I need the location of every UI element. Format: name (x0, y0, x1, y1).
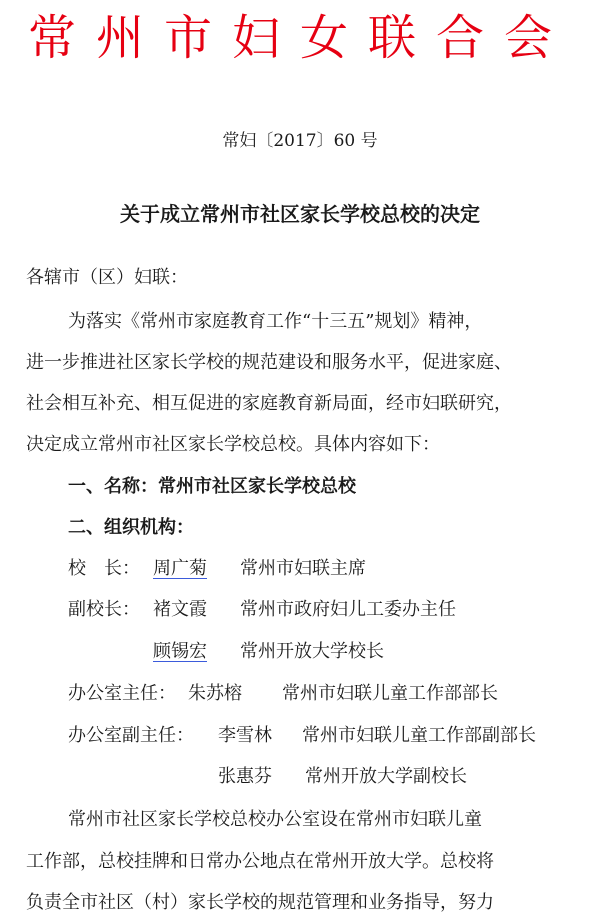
paragraph-line: 社会相互补充、相互促进的家庭教育新局面，经市妇联研究， (26, 393, 512, 414)
org-title: 常州市妇女联合会 (27, 10, 572, 66)
paragraph-line: 进一步推进社区家长学校的规范建设和服务水平，促进家庭、 (26, 352, 512, 373)
office-deputy-title: 常州开放大学副校长 (305, 766, 467, 787)
office-director-label: 办公室主任： (68, 683, 176, 704)
principal-label: 校 长： (68, 558, 140, 579)
document-number: 常妇〔2017〕60 号 (222, 131, 378, 151)
section-name: 一、名称：常州市社区家长学校总校 (68, 476, 356, 497)
principal-title: 常州市妇联主席 (240, 558, 366, 579)
office-deputy-name: 张惠芬 (218, 766, 272, 787)
vice-principal-name: 顾锡宏 (153, 641, 207, 662)
vice-principal-title: 常州市政府妇儿工委办主任 (240, 599, 456, 620)
paragraph-line: 负责全市社区（村）家长学校的规范管理和业务指导，努力 (26, 892, 494, 913)
paragraph-line: 常州市社区家长学校总校办公室设在常州市妇联儿童 (68, 809, 482, 830)
vice-principal-title: 常州开放大学校长 (240, 641, 384, 662)
vice-principal-label: 副校长： (68, 599, 140, 620)
vice-principal-name: 褚文霞 (153, 599, 207, 620)
paragraph-line: 为落实《常州市家庭教育工作“十三五”规划》精神， (68, 311, 483, 332)
section-organization: 二、组织机构： (68, 517, 194, 538)
office-deputy-name: 李雪林 (218, 725, 272, 746)
document-title: 关于成立常州市社区家长学校总校的决定 (120, 202, 480, 226)
office-director-title: 常州市妇联儿童工作部部长 (282, 683, 498, 704)
office-deputy-title: 常州市妇联儿童工作部副部长 (302, 725, 536, 746)
salutation: 各辖市（区）妇联： (26, 267, 188, 288)
principal-name: 周广菊 (153, 558, 207, 579)
paragraph-line: 工作部，总校挂牌和日常办公地点在常州开放大学。总校将 (26, 851, 494, 872)
paragraph-line: 决定成立常州市社区家长学校总校。具体内容如下： (26, 434, 440, 455)
office-director-name: 朱苏榕 (188, 683, 242, 704)
office-deputy-label: 办公室副主任： (68, 725, 194, 746)
